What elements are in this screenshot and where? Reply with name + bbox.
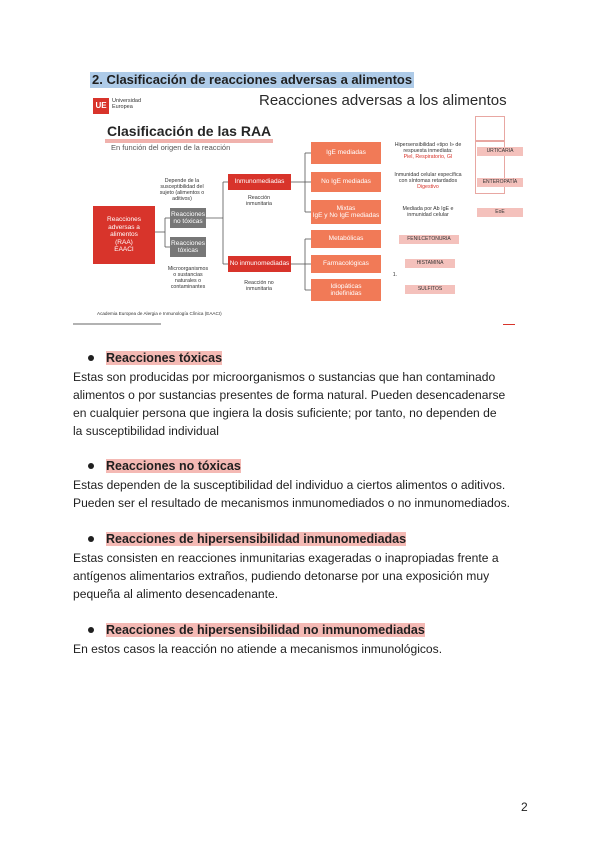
label-eoe: EoE (477, 208, 523, 217)
university-logo-icon: UE (93, 98, 109, 114)
right-note-2: Inmunidad celular específica con síntomas retardados Digestivo (394, 172, 462, 190)
small-marker: 1. (392, 272, 398, 278)
label-histamina: HISTAMINA (405, 259, 455, 268)
noige-box: No IgE mediadas (311, 172, 381, 192)
no-toxic-box: Reacciones no tóxicas (170, 208, 206, 228)
idiopathic-box: Idiopáticas indefinidas (311, 279, 381, 301)
label-enteropatia: ENTEROPATÍA (477, 178, 523, 187)
slide-subtitle: Clasificación de las RAA (105, 124, 273, 143)
red-tick (503, 324, 515, 325)
ige-box: IgE mediadas (311, 142, 381, 164)
label-urticaria: URTICARIA (477, 147, 523, 156)
pharmacologic-box: Farmacológicas (311, 255, 381, 273)
bullet-icon (88, 355, 94, 361)
immune-note: Reacción inmunitaria (246, 195, 272, 207)
label-fenilcetonuria: FENILCETONURIA (399, 235, 459, 244)
note-micro: Microorganismos o sustancias naturales o contaminantes (167, 266, 209, 290)
slide-subtitle-2: En función del origen de la reacción (111, 143, 231, 152)
logo-text: Universidad Europea (112, 98, 142, 110)
outline-box-1 (475, 116, 505, 142)
diagram-slide (73, 92, 533, 328)
nonimmune-box: No inmunomediadas (228, 256, 291, 272)
right-note-3: Mediada por Ab IgE e inmunidad celular (402, 206, 454, 218)
paragraph-no-inmunomediadas: En estos casos la reacción no atiende a mecanismos inmunológicos. (73, 642, 443, 656)
paragraph-no-toxicas: Estas dependen de la susceptibilidad del individuo a ciertos alimentos o aditivos. Pueden ser el resultado de mecanismos inmunomediados o no inmunomediados. (73, 478, 510, 510)
slide-footer-note: Academia Europea de Alergia e Inmunología Clínica (EAACI) (97, 311, 222, 316)
raa-root-box: Reacciones adversas a alimentos (RAA) EAACI (93, 206, 155, 264)
slide-title: Reacciones adversas a los alimentos (259, 92, 507, 109)
bullet-icon (88, 536, 94, 542)
bullet-icon (88, 463, 94, 469)
heading-no-inmunomediadas: Reacciones de hipersensibilidad no inmunomediadas (88, 622, 427, 638)
mixed-box: Mixtas IgE y No IgE mediadas (311, 200, 381, 224)
note-depends: Depende de la susceptibilidad del sujeto (alimentos o aditivos) (159, 178, 205, 202)
heading-toxicas: Reacciones tóxicas (88, 350, 224, 366)
label-sulfitos: SULFITOS (405, 285, 455, 294)
paragraph-toxicas: Estas son producidas por microorganismos o sustancias que han contaminado alimentos o por sustancias presentes de forma natural. Pueden desencadenarse en cualquier persona que ingiera la dosis suficiente; por tanto, no dependen de la susceptibilidad individual (73, 370, 506, 438)
metabolic-box: Metabólicas (311, 230, 381, 248)
heading-inmunomediadas: Reacciones de hipersensibilidad inmunomediadas (88, 531, 408, 547)
paragraph-inmunomediadas: Estas consisten en reacciones inmunitarias exageradas o inapropiadas frente a antígenos alimentarios extraños, pudiendo detonarse por una exposición muy pequeña al alimento desencadenante. (73, 551, 499, 601)
page-number: 2 (521, 800, 528, 814)
right-note-1: Hipersensibilidad «tipo I» de respuesta inmediata: Piel, Respiratorio, GI (394, 142, 462, 160)
heading-no-toxicas: Reacciones no tóxicas (88, 458, 243, 474)
bullet-icon (88, 627, 94, 633)
section-title: 2. Clasificación de reacciones adversas a alimentos (92, 72, 413, 87)
immune-box: Inmunomediadas (228, 174, 291, 190)
nonimmune-note: Reacción no inmunitaria (244, 280, 274, 292)
toxic-box: Reacciones tóxicas (170, 237, 206, 257)
